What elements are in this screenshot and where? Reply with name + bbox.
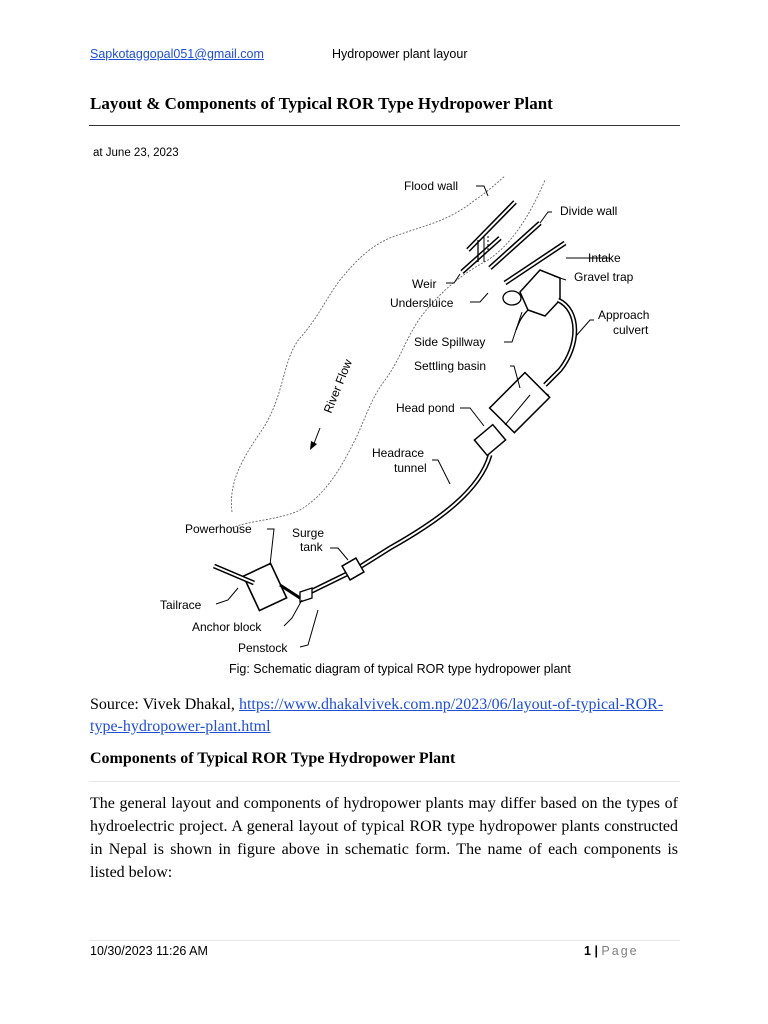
page-label: Page [601, 944, 639, 958]
publish-date: at June 23, 2023 [93, 147, 179, 159]
label-gravel-trap: Gravel trap [574, 270, 634, 284]
label-approach-culvert-line2: culvert [613, 323, 649, 337]
label-side-spillway: Side Spillway [414, 335, 486, 349]
headrace-tunnel-shape [310, 455, 490, 592]
label-tailrace: Tailrace [160, 598, 202, 612]
label-divide-wall: Divide wall [560, 204, 618, 218]
label-surge-line1: Surge [292, 526, 325, 540]
label-head-pond: Head pond [396, 401, 455, 415]
river-bank-right [232, 180, 545, 528]
footer-page-indicator [584, 944, 639, 958]
source-citation [90, 694, 685, 738]
page-number: 1 [584, 944, 591, 958]
title-divider [89, 125, 680, 126]
figure-caption: Fig: Schematic diagram of typical ROR type hydropower plant [229, 662, 571, 676]
footer-divider [89, 940, 680, 941]
label-undersluice: Undersluice [390, 296, 454, 310]
label-penstock: Penstock [238, 641, 288, 655]
hydropower-schematic-diagram [150, 170, 660, 660]
source-prefix: Source: Vivek Dhakal, [90, 696, 239, 713]
source-link[interactable]: https://www.dhakalvivek.com.np/2023/06/layout-of-typical-ROR-type-hydropower-plant.html [90, 696, 664, 735]
section-heading: Components of Typical ROR Type Hydropower Plant [90, 750, 456, 767]
label-settling-basin: Settling basin [414, 359, 487, 373]
label-surge-line2: tank [300, 540, 323, 554]
label-river-flow: River Flow [320, 357, 356, 416]
footer-datetime: 10/30/2023 11:26 AM [90, 944, 208, 958]
section-divider [89, 781, 680, 782]
label-headrace-line1: Headrace [372, 446, 425, 460]
label-headrace-line2: tunnel [394, 461, 427, 475]
label-anchor-block: Anchor block [192, 620, 262, 634]
header-title: Hydropower plant layour [332, 47, 468, 61]
label-approach-culvert-line1: Approach [598, 308, 650, 322]
gravel-trap-shape [520, 270, 560, 316]
label-powerhouse: Powerhouse [185, 522, 252, 536]
document-title: Layout & Components of Typical ROR Type Hydropower Plant [90, 94, 553, 113]
page-separator: | [594, 944, 598, 958]
body-paragraph: The general layout and components of hydropower plants may differ based on the types of hydroelectric project. A general layout of typical ROR type hydropower plants constructed in Nepal is shown in figure above in schematic form. The name of each components is listed below: [90, 795, 678, 881]
label-intake: Intake [588, 251, 621, 265]
header-email-link[interactable]: Sapkotaggopal051@gmail.com [90, 47, 264, 61]
label-flood-wall: Flood wall [404, 179, 459, 193]
label-weir: Weir [412, 277, 437, 291]
